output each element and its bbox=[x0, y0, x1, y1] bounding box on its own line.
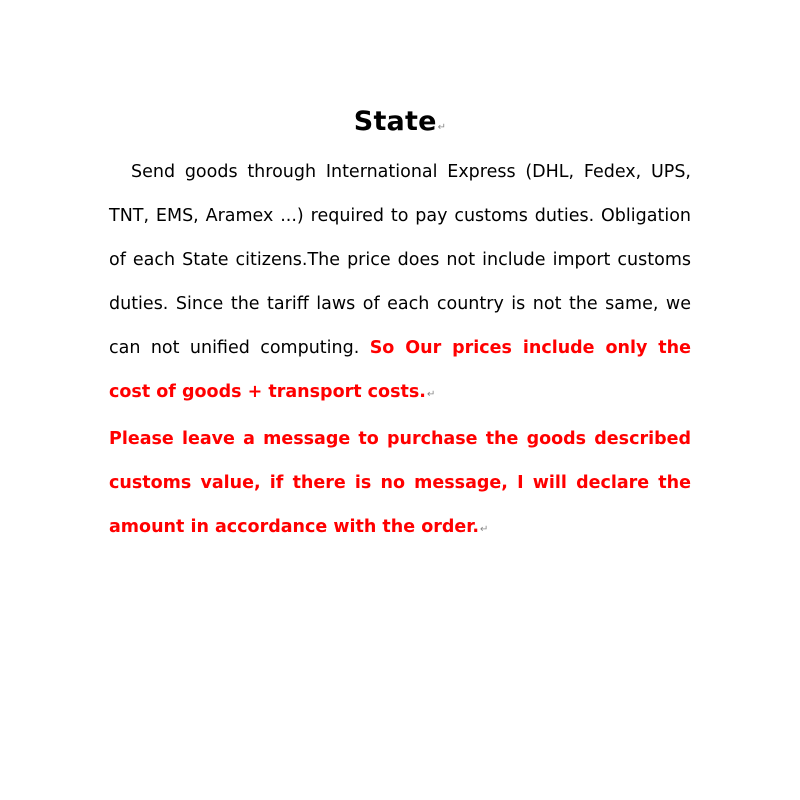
document-body bbox=[109, 100, 691, 552]
title-text: State bbox=[353, 106, 437, 137]
paragraph-message-request bbox=[109, 417, 691, 552]
price-notice-text: So Our prices include only the cost of goods + transport costs. bbox=[109, 338, 691, 402]
paragraph-mark-icon: ↵ bbox=[426, 389, 436, 400]
document-title bbox=[109, 100, 691, 150]
paragraph-customs-info bbox=[109, 150, 691, 417]
customs-duties-text: Send goods through International Express (DHL, Fedex, UPS, TNT, EMS, Aramex ...) required to pay customs duties. Obligation of each State citizens.The price does not include import customs duties. Since the tariff laws of each country is not the same, we can not unified computing. bbox=[109, 162, 691, 358]
message-request-text: Please leave a message to purchase the goods described customs value, if there is no message, I will declare the amount in accordance with the order. bbox=[109, 429, 691, 537]
paragraph-mark-icon: ↵ bbox=[437, 122, 447, 133]
paragraph-mark-icon: ↵ bbox=[480, 524, 489, 535]
